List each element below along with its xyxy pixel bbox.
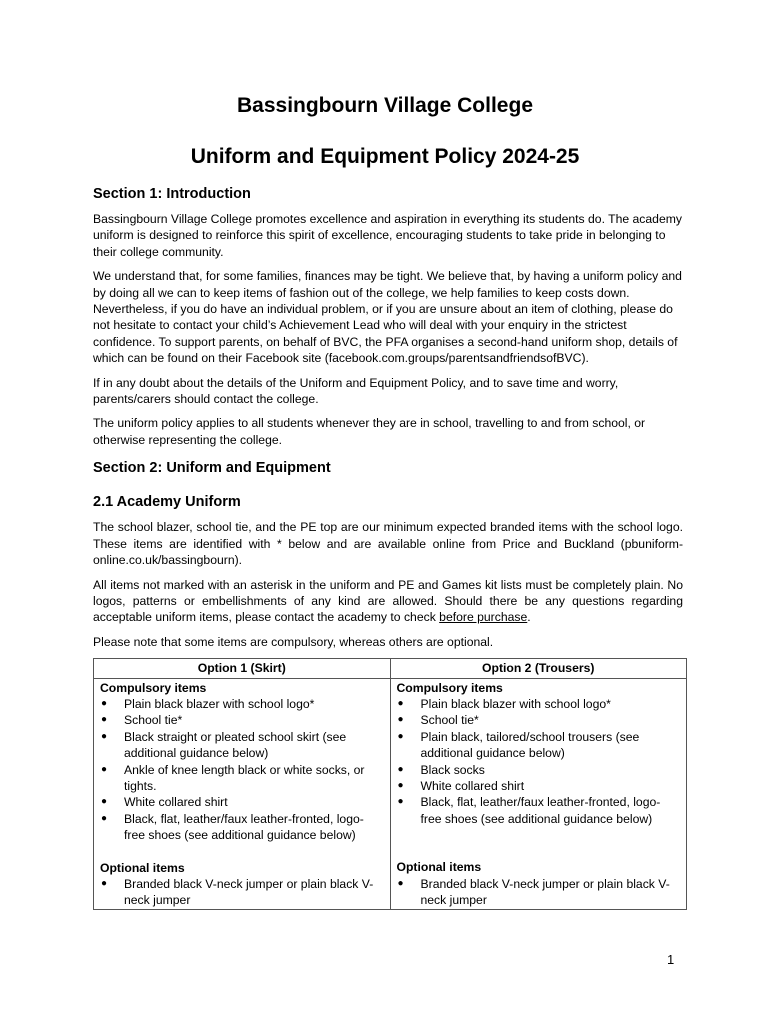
option2-optional-label: Optional items bbox=[396, 860, 482, 875]
section2-heading: Section 2: Uniform and Equipment bbox=[93, 460, 331, 477]
option2-compulsory-list bbox=[397, 696, 681, 827]
section2-paragraph-2-text: All items not marked with an asterisk in the uniform and PE and Games kit lists must be completely plain. No logos, patterns or embellishments of any kind are allowed. Should there be any questions regarding acceptable uniform items, please contact the academy to check bbox=[93, 577, 683, 625]
section1-paragraph-3: If in any doubt about the details of the Uniform and Equipment Policy, and to save time and worry, parents/carers should contact the college. bbox=[93, 375, 619, 407]
list-item: ● Black, flat, leather/faux leather-fronted, logo-free shoes (see additional guidance below) bbox=[100, 811, 384, 844]
list-item: ● Plain black blazer with school logo* bbox=[100, 696, 384, 712]
before-purchase-emphasis: before purchase bbox=[439, 610, 528, 625]
school-title: Bassingbourn Village College bbox=[236, 94, 533, 117]
list-item: ● White collared shirt bbox=[397, 778, 681, 794]
option1-optional-label: Optional items bbox=[100, 860, 185, 875]
section1-heading: Section 1: Introduction bbox=[93, 186, 251, 202]
list-item: ● White collared shirt bbox=[100, 794, 384, 810]
list-item: ● Black socks bbox=[397, 762, 681, 778]
section2-paragraph-2 bbox=[93, 577, 683, 626]
option2-compulsory-label: Compulsory items bbox=[396, 680, 503, 695]
list-item: ● Plain black, tailored/school trousers (see additional guidance below) bbox=[397, 729, 681, 762]
option2-cell bbox=[390, 678, 687, 909]
list-item: ● Branded black V-neck jumper or plain black V-neck jumper bbox=[100, 876, 384, 909]
option1-compulsory-label: Compulsory items bbox=[100, 680, 207, 695]
option1-optional-list bbox=[100, 876, 384, 909]
list-item: ● Branded black V-neck jumper or plain black V-neck jumper bbox=[397, 876, 681, 909]
list-item: ● School tie* bbox=[100, 712, 384, 728]
section2-paragraph-3: Please note that some items are compulsory, whereas others are optional. bbox=[93, 634, 494, 649]
list-item: ● Plain black blazer with school logo* bbox=[397, 696, 681, 712]
option1-compulsory-list bbox=[100, 696, 384, 844]
document-body bbox=[93, 184, 683, 910]
section2-paragraph-1: The school blazer, school tie, and the PE top are our minimum expected branded items with the school logo. These items are identified with * below and are available online from Price and Buckland (pbuniform-online.co.uk/bassingbourn). bbox=[93, 520, 683, 568]
table-header-row bbox=[94, 659, 687, 678]
option1-cell bbox=[94, 678, 391, 909]
list-item: ● Black, flat, leather/faux leather-fronted, logo-free shoes (see additional guidance below) bbox=[397, 794, 681, 827]
section1-paragraph-4: The uniform policy applies to all students whenever they are in school, travelling to and from school, or otherwise representing the college. bbox=[93, 416, 646, 447]
section2-1-heading: 2.1 Academy Uniform bbox=[93, 494, 241, 511]
list-item: ● School tie* bbox=[397, 712, 681, 728]
option1-header: Option 1 (Skirt) bbox=[94, 659, 391, 678]
list-item: ● Black straight or pleated school skirt (see additional guidance below) bbox=[100, 729, 384, 762]
option2-header: Option 2 (Trousers) bbox=[390, 659, 687, 678]
list-item: ● Ankle of knee length black or white socks, or tights. bbox=[100, 762, 384, 795]
section2-paragraph-2-end: . bbox=[527, 610, 531, 625]
option2-optional-list bbox=[397, 876, 681, 909]
uniform-options-table bbox=[93, 658, 687, 910]
table-body-row bbox=[94, 678, 687, 909]
section1-paragraph-2: We understand that, for some families, finances may be tight. We believe that, by having a uniform policy and by doing all we can to keep items of fashion out of the college, we help families to keep costs down. Nevertheless, if you do have an individual problem, or if you are unsure about an item of clothing, please do not hesitate to contact your child’s Achievement Lead who will deal with your enquiry in the strictest confidence. To support parents, on behalf of BVC, the PFA organises a second-hand uniform shop, details of which can be found on their Facebook site (facebook.com.groups/parentsandfriendsofBVC). bbox=[93, 269, 682, 366]
page-number: 1 bbox=[667, 952, 675, 967]
policy-title: Uniform and Equipment Policy 2024-25 bbox=[190, 145, 580, 168]
section1-paragraph-1: Bassingbourn Village College promotes excellence and aspiration in everything its students do. The academy uniform is designed to reinforce this spirit of excellence, encouraging students to take pride in belonging to their college community. bbox=[93, 212, 682, 259]
